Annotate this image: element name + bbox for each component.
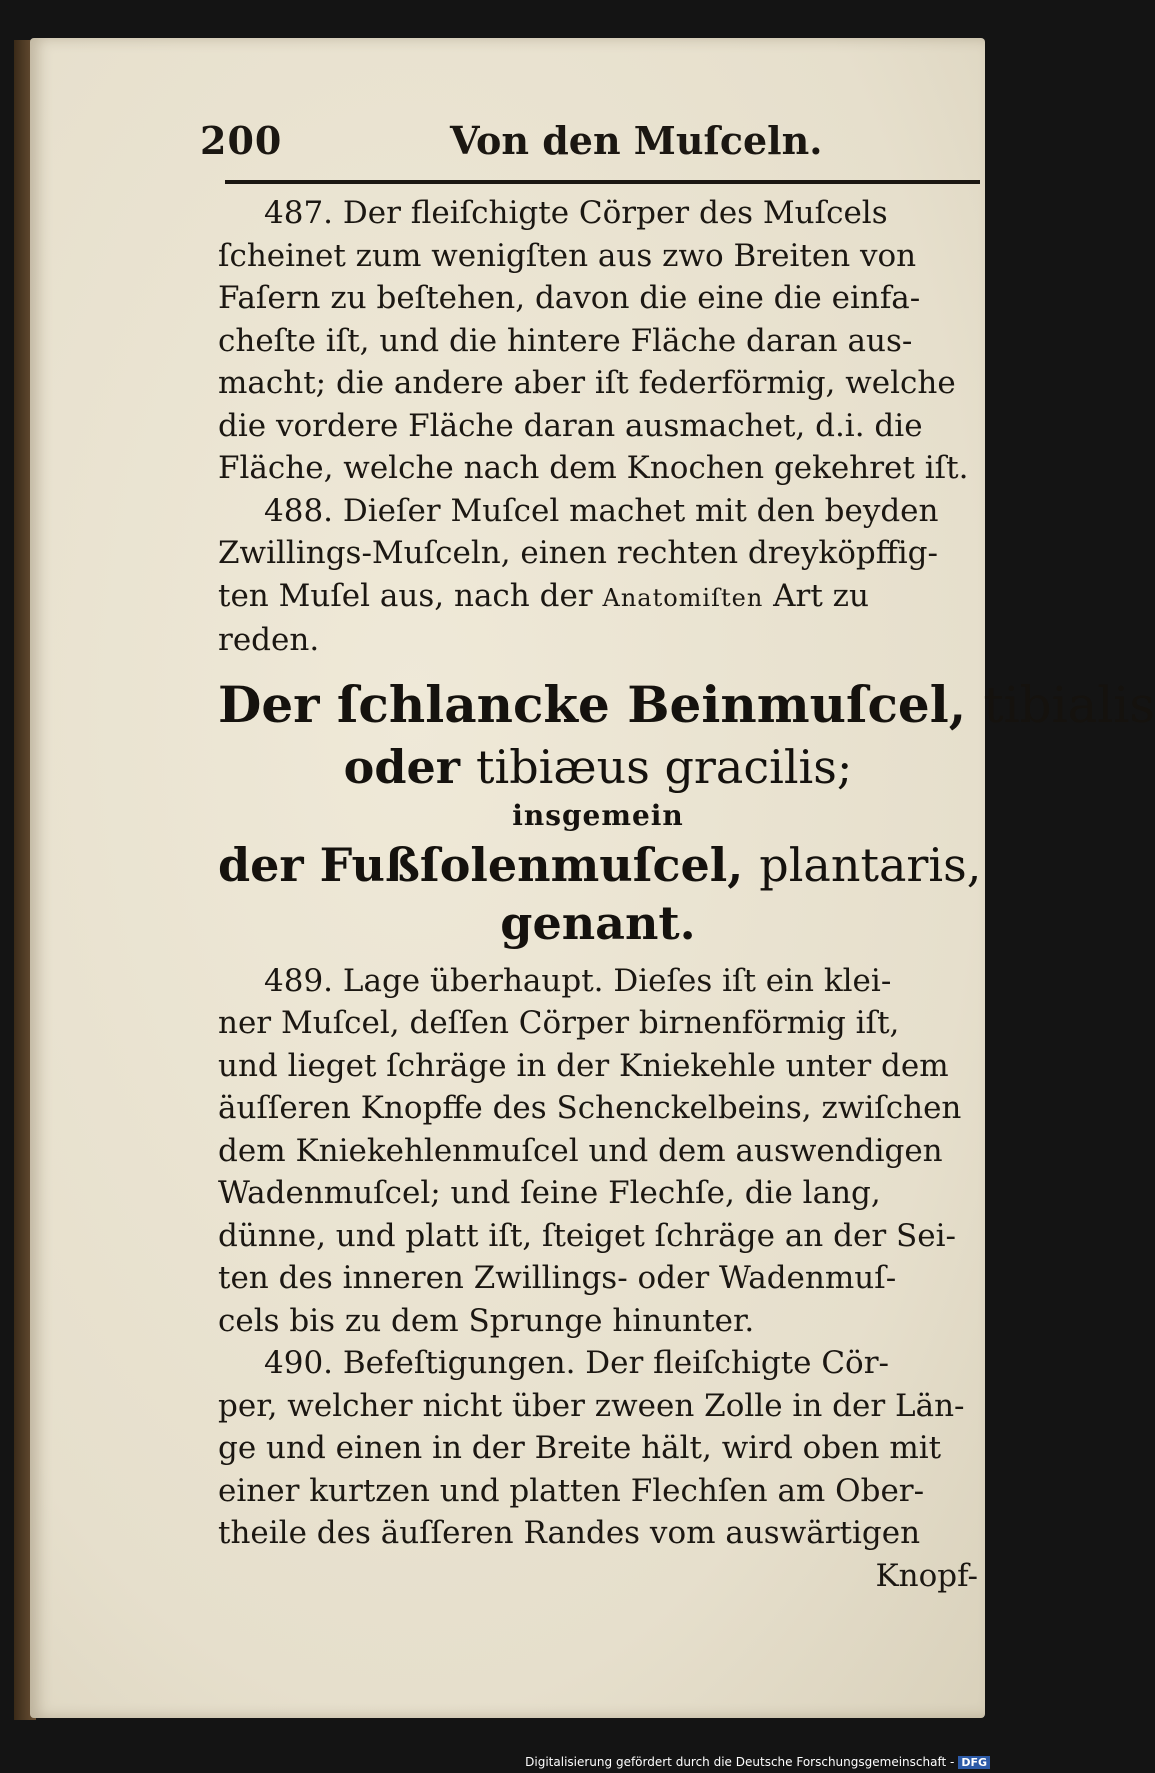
text-line: reden. [218,622,320,658]
latin-term: tibialis [983,675,1155,734]
heading-line [218,738,978,796]
latin-term: Anatomiſten [602,583,764,612]
heading-line: insgemein [512,798,684,832]
latin-term: tibiæus gracilis; [476,739,853,794]
text-line: per, welcher nicht über zween Zolle in der Län- [218,1387,965,1424]
text-line: die vordere Fläche daran ausmachet, d.i. die [218,407,923,444]
text-line: dem Kniekehlenmuſcel und dem auswendigen [218,1132,943,1169]
paragraph-489 [218,960,978,1343]
section-heading [218,672,1155,952]
paragraph-490 [218,1342,978,1597]
text-line: theile des äuſſeren Randes vom auswärtigen [218,1515,921,1551]
heading-text: Der ſchlancke Beinmuſcel, [218,674,984,734]
text-line: Fläche, welche nach dem Knochen gekehret iſt. [218,450,969,486]
heading-line [218,836,982,894]
text-line: 488. Dieſer Muſcel machet mit den beyden [264,492,939,529]
text-line: und lieget ſchräge in der Kniekehle unter dem [218,1047,949,1084]
paragraph-488 [218,490,978,662]
text-line: 487. Der fleiſchigte Cörper des Muſcels [264,195,888,231]
heading-line: genant. [500,895,696,950]
text-line: 489. Lage überhaupt. Dieſes iſt ein klei- [264,962,892,999]
text-line: Zwillings-Muſceln, einen rechten dreyköpffig- [218,535,938,571]
text-line: ner Muſcel, deſſen Cörper birnenförmig iſt, [218,1005,900,1041]
heading-text: der Fußſolenmuſcel, [218,837,760,892]
text-line: ten des inneren Zwillings- oder Wadenmuſ- [218,1260,897,1296]
text-line [218,575,978,620]
text-line: einer kurtzen und platten Flechſen am Ober- [218,1472,925,1509]
catchword: Knopf- [875,1557,978,1594]
header-rule [225,180,980,184]
heading-line [218,672,1155,738]
text-line: dünne, und platt iſt, ſteiget ſchräge an der Sei- [218,1217,956,1254]
text-run: Art zu [763,577,869,614]
dfg-logo-icon: DFG [958,1756,990,1769]
text-line: äuſſeren Knopffe des Schenckelbeins, zwiſchen [218,1090,962,1126]
text-line: macht; die andere aber iſt federförmig, welche [218,365,956,401]
text-line: cheſte iſt, und die hintere Fläche daran aus- [218,322,913,359]
text-line: ge und einen in der Breite hält, wird oben mit [218,1430,942,1466]
text-line: Faſern zu beſtehen, davon die eine die einfa- [218,280,921,316]
heading-text: oder [343,739,477,794]
text-line: ſcheinet zum wenigſten aus zwo Breiten von [218,237,917,274]
page-body [218,192,1155,1597]
digitization-footer [0,1755,990,1769]
running-head: Von den Muſceln. [450,118,823,163]
page-number: 200 [200,118,283,163]
page-header [200,118,975,178]
latin-term: plantaris, [759,837,982,892]
footer-text: Digitalisierung gefördert durch die Deutsche Forschungsgemeinschaft - [525,1755,955,1769]
text-line: cels bis zu dem Sprunge hinunter. [218,1302,755,1339]
text-line: 490. Befeſtigungen. Der fleiſchigte Cör- [264,1345,890,1381]
text-line: Wadenmuſcel; und ſeine Flechſe, die lang, [218,1175,881,1211]
text-run: ten Muſel aus, nach der [218,577,603,614]
paragraph-487 [218,192,978,490]
